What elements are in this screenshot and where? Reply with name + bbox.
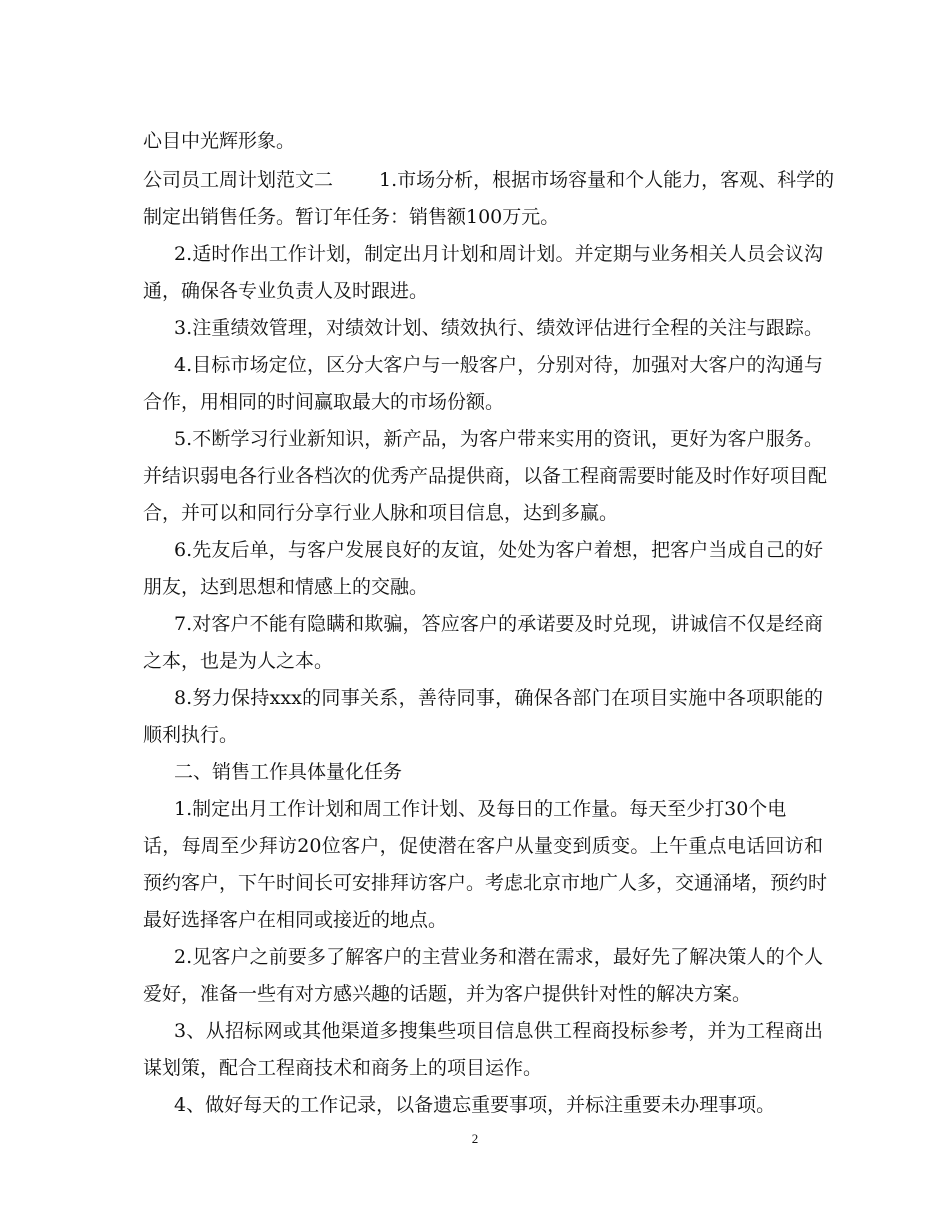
text-line: 5.不断学习行业新知识，新产品，为客户带来实用的资讯，更好为客户服务。 [174,428,823,450]
page-number: 2 [471,1131,479,1146]
section-title: 公司员工周计划范文二 [143,169,334,191]
text-line: 合，并可以和同行分享行业人脉和项目信息，达到多赢。 [143,502,619,524]
text-line: 2.见客户之前要多了解客户的主营业务和潜在需求，最好先了解决策人的个人 [174,946,823,968]
text-line: 心目中光辉形象。 [143,130,296,152]
text-line: 话，每周至少拜访20位客户，促使潜在客户从量变到质变。上午重点电话回访和 [143,835,823,857]
text-line: 合作，用相同的时间赢取最大的市场份额。 [143,391,505,413]
text-line: 4、做好每天的工作记录，以备遗忘重要事项，并标注重要未办理事项。 [174,1094,776,1116]
text-line: 并结识弱电各行业各档次的优秀产品提供商，以备工程商需要时能及时作好项目配 [143,465,828,487]
text-line: 顺利执行。 [143,724,239,746]
text-line: 通，确保各专业负责人及时跟进。 [143,280,429,302]
text-fragment: 1.市场分析，根据市场容量和个人能力，客观、科学的 [379,169,835,191]
text-line: 朋友，达到思想和情感上的交融。 [143,576,429,598]
section-heading: 二、销售工作具体量化任务 [174,761,403,783]
text-line: 1.制定出月工作计划和周工作计划、及每日的工作量。每天至少打30个电 [174,798,787,820]
text-line: 谋划策，配合工程商技术和商务上的项目运作。 [143,1057,543,1079]
text-line: 之本，也是为人之本。 [143,650,334,672]
text-line: 3、从招标网或其他渠道多搜集些项目信息供工程商投标参考，并为工程商出 [174,1020,823,1042]
text-line [143,165,835,195]
text-line: 8.努力保持xxx的同事关系，善待同事，确保各部门在项目实施中各项职能的 [174,687,823,709]
text-line: 制定出销售任务。暂订年任务：销售额100万元。 [143,206,560,228]
text-line: 4.目标市场定位，区分大客户与一般客户，分别对待，加强对大客户的沟通与 [174,354,823,376]
text-line: 最好选择客户在相同或接近的地点。 [143,909,448,931]
text-line: 6.先友后单，与客户发展良好的友谊，处处为客户着想，把客户当成自己的好 [174,539,823,561]
text-line: 7.对客户不能有隐瞒和欺骗，答应客户的承诺要及时兑现，讲诚信不仅是经商 [174,613,823,635]
text-line: 2.适时作出工作计划，制定出月计划和周计划。并定期与业务相关人员会议沟 [174,243,823,265]
text-line: 预约客户，下午时间长可安排拜访客户。考虑北京市地广人多，交通涌堵，预约时 [143,872,828,894]
text-line: 3.注重绩效管理，对绩效计划、绩效执行、绩效评估进行全程的关注与跟踪。 [174,317,823,339]
text-line: 爱好，准备一些有对方感兴趣的话题，并为客户提供针对性的解决方案。 [143,983,752,1005]
